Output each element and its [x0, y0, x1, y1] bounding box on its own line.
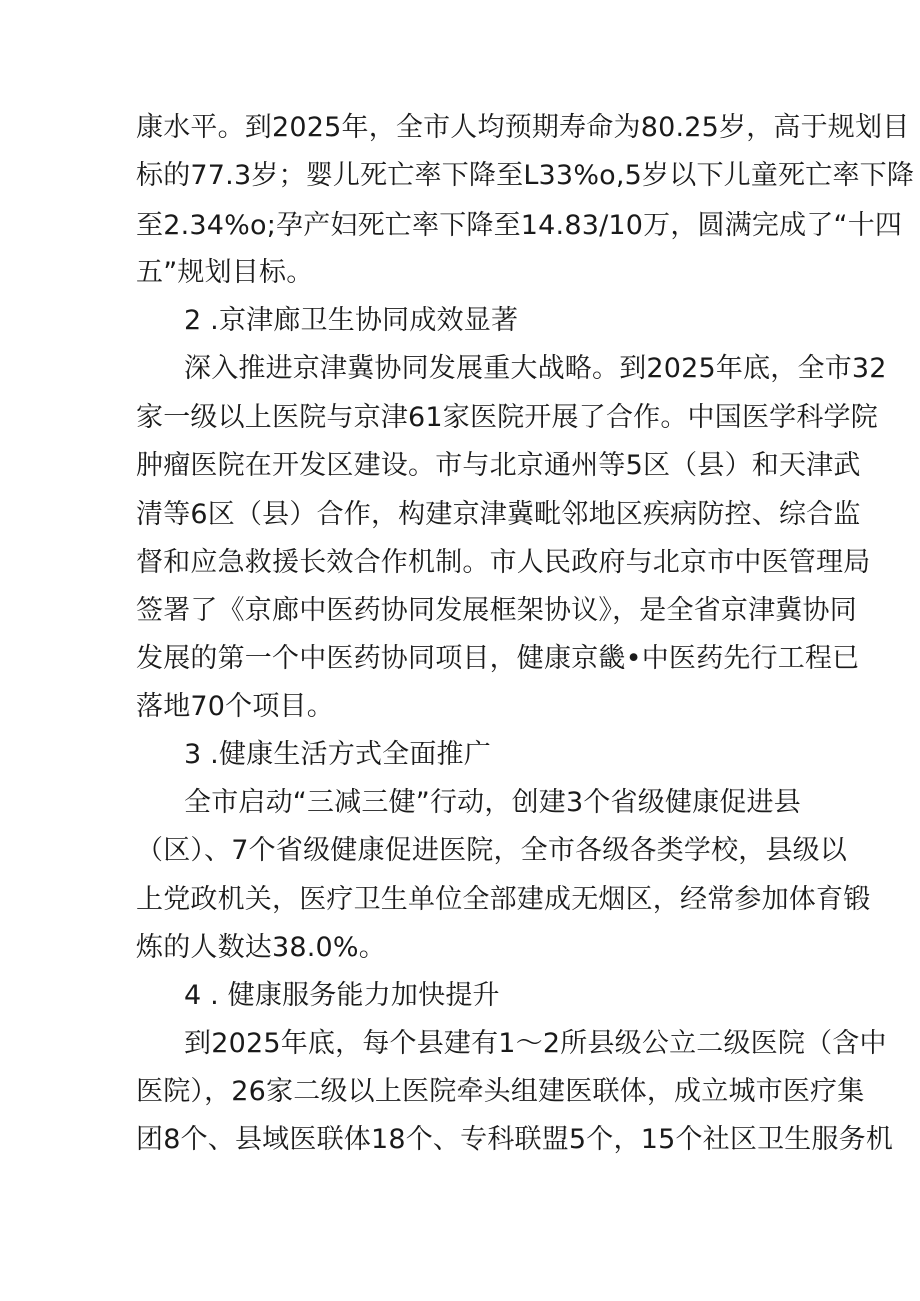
body-text-line: 标的77.3岁；婴儿死亡率下降至L33%o,5岁以下儿童死亡率下降 — [136, 160, 915, 191]
body-text-line: 到2025年底，每个县建有1〜2所县级公立二级医院（含中 — [184, 1028, 887, 1059]
body-text-line: 肿瘤医院在开发区建设。市与北京通州等5区（县）和天津武 — [136, 450, 861, 481]
body-text-line: 督和应急救援长效合作机制。市人民政府与北京市中医管理局 — [136, 547, 871, 578]
body-text-line: 全市启动“三减三健”行动，创建3个省级健康促进县 — [184, 787, 801, 818]
section-heading: 2 .京津廊卫生协同成效显著 — [184, 305, 519, 336]
body-text-line: 家一级以上医院与京津61家医院开展了合作。中国医学科学院 — [136, 402, 878, 433]
body-text-line: 上党政机关，医疗卫生单位全部建成无烟区，经常参加体育锻 — [136, 884, 871, 915]
body-text-line: 至2.34%o;孕产妇死亡率下降至14.83/10万，圆满完成了“十四 — [136, 210, 903, 241]
section-heading: 4 . 健康服务能力加快提升 — [184, 980, 500, 1011]
body-text-line: （区）、7个省级健康促进医院，全市各级各类学校，县级以 — [136, 835, 848, 866]
body-text-line: 团8个、县域医联体18个、专科联盟5个，15个社区卫生服务机 — [136, 1124, 894, 1155]
body-text-line: 五”规划目标。 — [136, 257, 314, 288]
body-text-line: 签署了《京廊中医药协同发展框架协议》，是全省京津冀协同 — [136, 595, 857, 626]
body-text-line: 落地70个项目。 — [136, 691, 334, 722]
body-text-line: 医院），26家二级以上医院牵头组建医联体，成立城市医疗集 — [136, 1076, 865, 1107]
body-text-line: 清等6区（县）合作，构建京津冀毗邻地区疾病防控、综合监 — [136, 499, 861, 530]
section-heading: 3 .健康生活方式全面推广 — [184, 739, 491, 770]
body-text-line: 炼的人数达38.0%。 — [136, 932, 386, 963]
body-text-line: 发展的第一个中医药协同项目，健康京畿•中医药先行工程已 — [136, 643, 860, 674]
body-text-line: 深入推进京津冀协同发展重大战略。到2025年底，全市32 — [184, 353, 887, 384]
body-text-line: 康水平。到2025年，全市人均预期寿命为80.25岁，高于规划目 — [136, 112, 910, 143]
